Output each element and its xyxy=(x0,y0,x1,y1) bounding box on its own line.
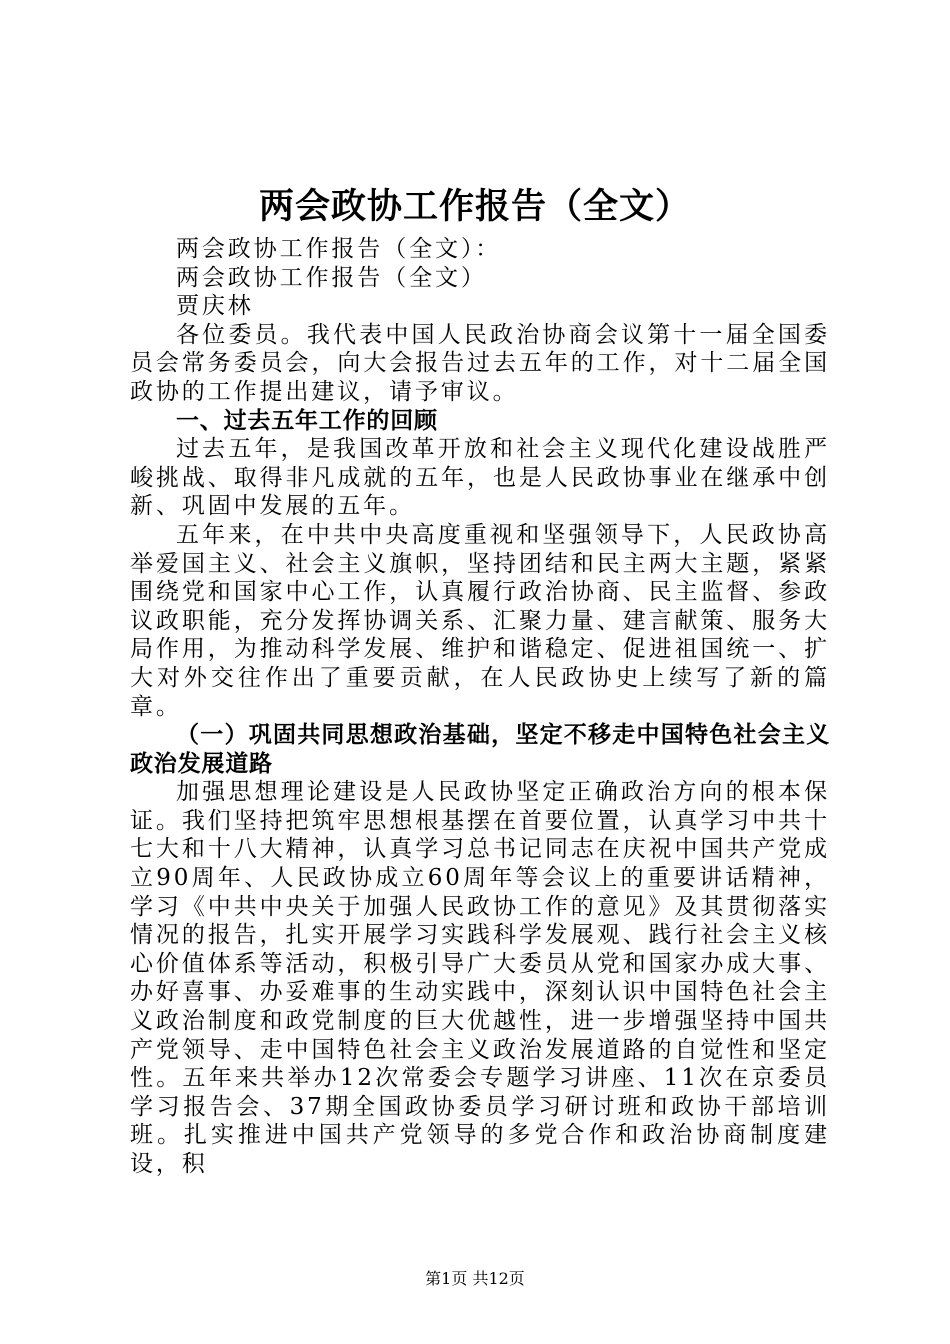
paragraph-subtitle: 两会政协工作报告（全文）： xyxy=(176,236,502,262)
document-body xyxy=(130,235,830,1179)
paragraph: 过去五年，是我国改革开放和社会主义现代化建设战胜严峻挑战、取得非凡成就的五年，也是人民政协事业在继承中创新、巩固中发展的五年。 xyxy=(130,436,830,520)
page-footer: 第1页 共12页 xyxy=(425,1269,525,1288)
paragraph-opening: 各位委员。我代表中国人民政治协商会议第十一届全国委员会常务委员会，向大会报告过去五年的工作，对十二届全国政协的工作提出建议，请予审议。 xyxy=(130,321,830,405)
section-heading-1: 一、过去五年工作的回顾 xyxy=(176,406,438,434)
paragraph: 加强思想理论建设是人民政协坚定正确政治方向的根本保证。我们坚持把筑牢思想根基摆在首要位置，认真学习中共十七大和十八大精神，认真学习总书记同志在庆祝中国共产党成立90周年、人民政协成立60周年等会议上的重要讲话精神，学习《中共中央关于加强人民政协工作的意见》及其贯彻落实情况的报告，扎实开展学习实践科学发展观、践行社会主义核心价值体系等活动，积极引导广大委员从党和国家办成大事、办好喜事、办妥难事的生动实践中，深刻认识中国特色社会主义政治制度和政党制度的巨大优越性，进一步增强坚持中国共产党领导、走中国特色社会主义政治发展道路的自觉性和坚定性。五年来共举办12次常委会专题学习讲座、11次在京委员学习报告会、37期全国政协委员学习研讨班和政协干部培训班。扎实推进中国共产党领导的多党合作和政治协商制度建设，积 xyxy=(130,779,830,1177)
document-title: 两会政协工作报告（全文） xyxy=(258,186,691,227)
paragraph: 五年来，在中共中央高度重视和坚强领导下，人民政协高举爱国主义、社会主义旗帜，坚持团结和民主两大主题，紧紧围绕党和国家中心工作，认真履行政治协商、民主监督、参政议政职能，充分发挥协调关系、汇聚力量、建言献策、服务大局作用，为推动科学发展、维护和谐稳定、促进祖国统一、扩大对外交往作出了重要贡献，在人民政协史上续写了新的篇章。 xyxy=(130,521,830,720)
paragraph-author: 贾庆林 xyxy=(176,293,254,320)
paragraph-subtitle-2: 两会政协工作报告（全文） xyxy=(176,264,487,291)
section-heading-2: （一）巩固共同思想政治基础，坚定不移走中国特色社会主义政治发展道路 xyxy=(130,721,830,777)
